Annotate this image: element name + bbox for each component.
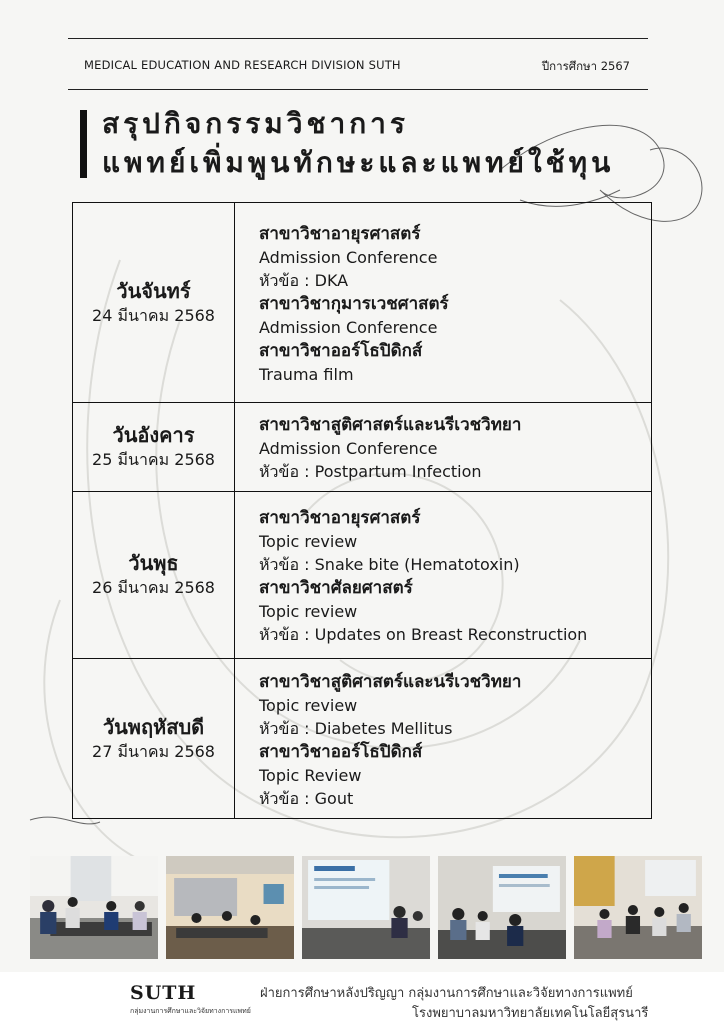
photo-strip — [30, 856, 702, 959]
department-name: สาขาวิชาสูติศาสตร์และนรีเวชวิทยา — [259, 671, 522, 692]
title-line-2: แพทย์เพิ่มพูนทักษะและแพทย์ใช้ทุน — [102, 146, 615, 179]
table-row — [73, 203, 652, 403]
department-name: สาขาวิชาออร์โธปิดิกส์ — [259, 741, 423, 762]
day-date: 27 มีนาคม 2568 — [92, 741, 215, 761]
page-title — [102, 104, 614, 182]
title-accent-bar — [80, 110, 87, 178]
activities-cell — [235, 403, 652, 492]
logo-subtitle: กลุ่มงานการศึกษาและวิจัยทางการแพทย์ — [130, 1007, 251, 1015]
day-cell — [73, 403, 235, 492]
day-name: วันพุธ — [128, 551, 179, 575]
activities-cell — [235, 203, 652, 403]
day-cell — [73, 203, 235, 403]
meeting-photo — [166, 856, 294, 959]
department-name: สาขาวิชาศัลยศาสตร์ — [259, 578, 413, 598]
activity-topic: หัวข้อ : Updates on Breast Reconstruction — [259, 625, 588, 644]
day-cell — [73, 492, 235, 659]
day-date: 25 มีนาคม 2568 — [92, 450, 215, 469]
day-name: วันอังคาร — [112, 423, 195, 447]
activity-type: Topic Review — [259, 765, 362, 785]
activities-cell — [235, 492, 652, 659]
meeting-photo — [302, 856, 430, 959]
table-row — [73, 492, 652, 659]
meeting-photo — [574, 856, 702, 959]
footer-hospital: โรงพยาบาลมหาวิทยาลัยเทคโนโลยีสุรนารี — [412, 1006, 649, 1021]
day-date: 24 มีนาคม 2568 — [92, 305, 215, 325]
day-cell — [73, 659, 235, 819]
day-name: วันจันทร์ — [116, 278, 191, 303]
top-rule — [68, 38, 648, 39]
header-org: MEDICAL EDUCATION AND RESEARCH DIVISION SUTH — [84, 58, 401, 72]
department-name: สาขาวิชาออร์โธปิดิกส์ — [259, 340, 423, 361]
activity-type: Topic review — [259, 532, 358, 551]
suth-logo: SUTH — [130, 982, 197, 1004]
meeting-photo — [438, 856, 566, 959]
activity-type: Trauma film — [259, 364, 354, 384]
activity-type: Admission Conference — [259, 439, 438, 458]
title-line-1: สรุปกิจกรรมวิชาการ — [102, 107, 409, 140]
activity-topic: หัวข้อ : Diabetes Mellitus — [259, 718, 453, 738]
table-row — [73, 403, 652, 492]
department-name: สาขาวิชาสูติศาสตร์และนรีเวชวิทยา — [259, 415, 522, 435]
activity-topic: หัวข้อ : Snake bite (Hematotoxin) — [259, 555, 520, 574]
activity-type: Admission Conference — [259, 317, 438, 337]
department-name: สาขาวิชาอายุรศาสตร์ — [259, 508, 421, 528]
activity-topic: หัวข้อ : Postpartum Infection — [259, 462, 482, 481]
department-name: สาขาวิชากุมารเวชศาสตร์ — [259, 293, 449, 314]
activity-type: Admission Conference — [259, 247, 438, 267]
department-name: สาขาวิชาอายุรศาสตร์ — [259, 223, 421, 244]
activities-cell — [235, 659, 652, 819]
table-row — [73, 659, 652, 819]
activity-topic: หัวข้อ : Gout — [259, 788, 354, 808]
day-name: วันพฤหัสบดี — [102, 714, 205, 739]
header-rule — [68, 89, 648, 90]
activity-topic: หัวข้อ : DKA — [259, 270, 349, 290]
meeting-photo — [30, 856, 158, 959]
activity-type: Topic review — [259, 695, 358, 715]
schedule-table — [72, 202, 652, 819]
header-year: ปีการศึกษา 2567 — [541, 59, 630, 73]
day-date: 26 มีนาคม 2568 — [92, 578, 215, 597]
activity-type: Topic review — [259, 602, 358, 621]
footer-department: ฝ่ายการศึกษาหลังปริญญา กลุ่มงานการศึกษาและวิจัยทางการแพทย์ — [260, 986, 633, 1001]
